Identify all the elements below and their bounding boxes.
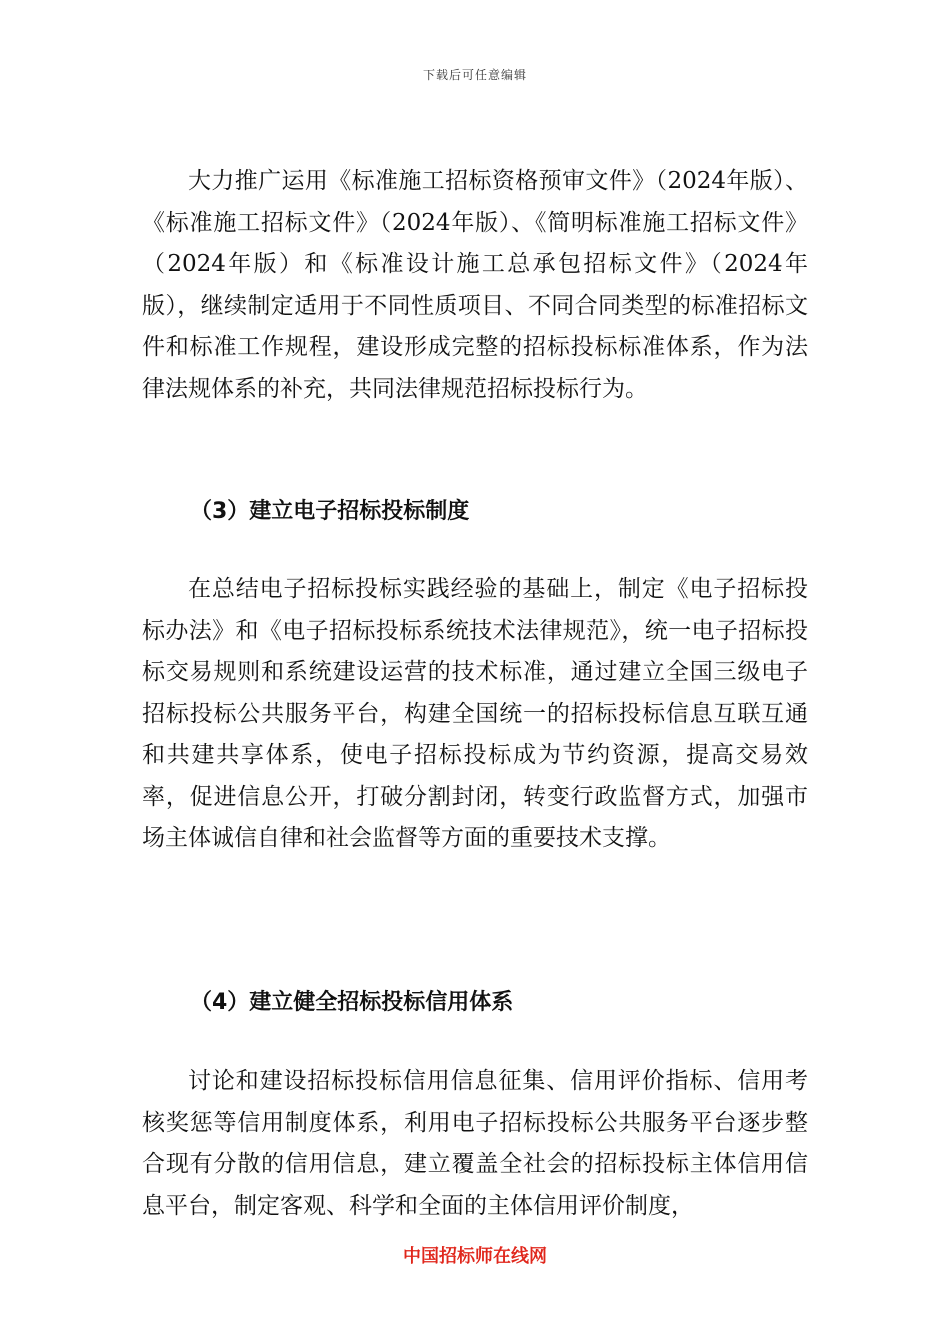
section-heading-4: （4）建立健全招标投标信用体系 xyxy=(190,990,514,1015)
footer-brand: 中国招标师在线网 xyxy=(403,1246,547,1267)
paragraph-electronic-bidding: 在总结电子招标投标实践经验的基础上，制定《电子招标投标办法》和《电子招标投标系统技术法律规范》，统一电子招标投标交易规则和系统建设运营的技术标准，通过建立全国三级电子招标投标公共服务平台，构建全国统一的招标投标信息互联互通和共建共享体系，使电子招标投标成为节约资源，提高交易效率，促进信息公开，打破分割封闭，转变行政监督方式，加强市场主体诚信自律和社会监督等方面的重要技术支撑。 xyxy=(142,576,808,851)
section-heading-3: （3）建立电子招标投标制度 xyxy=(190,499,470,524)
header-note: 下载后可任意编辑 xyxy=(422,68,527,82)
paragraph-credit-system: 讨论和建设招标投标信用信息征集、信用评价指标、信用考核奖惩等信用制度体系，利用电子招标投标公共服务平台逐步整合现有分散的信用信息，建立覆盖全社会的招标投标主体信用信息平台，制定客观、科学和全面的主体信用评价制度， xyxy=(142,1068,808,1219)
intro-paragraph: 大力推广运用《标准施工招标资格预审文件》（2024年版）、《标准施工招标文件》（2024年版）、《简明标准施工招标文件》（2024年版）和《标准设计施工总承包招标文件》（2024年版），继续制定适用于不同性质项目、不同合同类型的标准招标文件和标准工作规程，建设形成完整的招标投标标准体系，作为法律法规体系的补充，共同法律规范招标投标行为。 xyxy=(142,168,808,402)
